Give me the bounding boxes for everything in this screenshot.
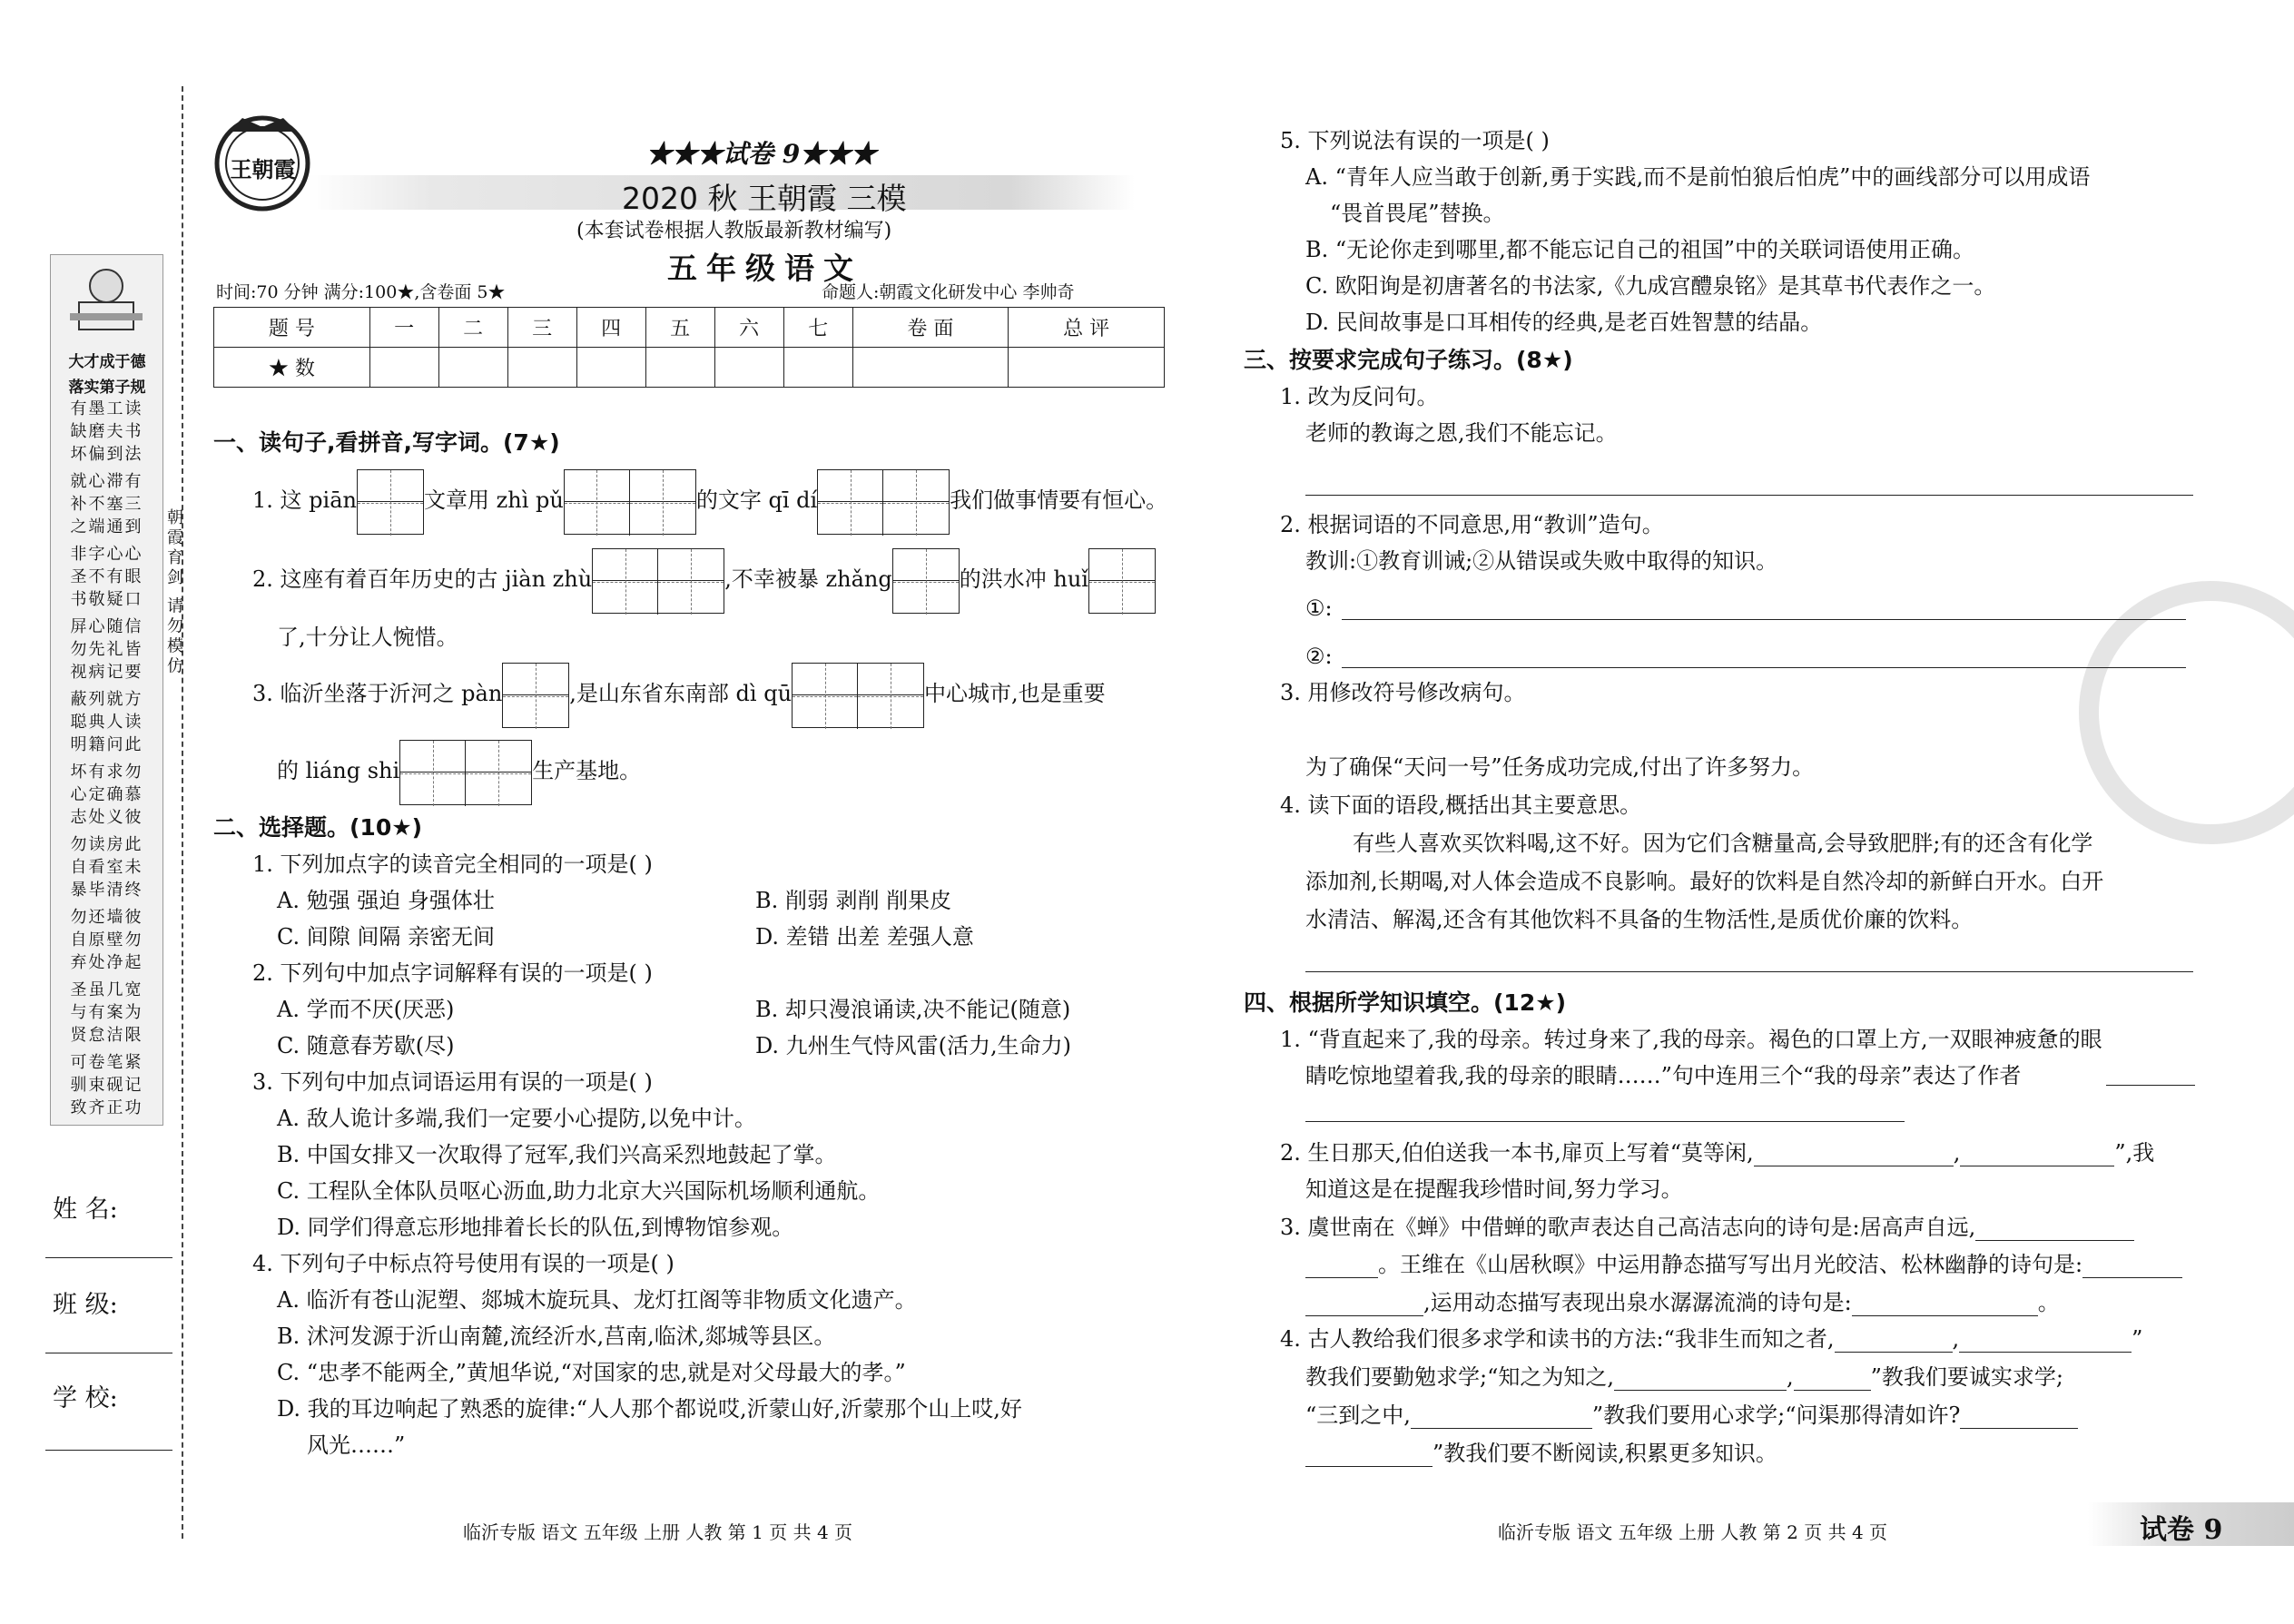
score-header-cell: 六 xyxy=(714,308,783,348)
score-header-cell: 二 xyxy=(438,308,507,348)
s4-q4-blank2[interactable] xyxy=(1959,1333,2132,1353)
score-row-label: ★ 数 xyxy=(214,348,370,388)
choice3-c[interactable]: C. 工程队全体队员呕心沥血,助力北京大兴国际机场顺利通航。 xyxy=(277,1178,881,1204)
poem-block xyxy=(54,543,159,611)
choice2-b[interactable]: B. 却只漫浪诵读,决不能记(随意) xyxy=(755,997,1071,1022)
name-field[interactable] xyxy=(45,1257,172,1258)
answer-grid[interactable] xyxy=(892,548,960,614)
score-header-cell: 三 xyxy=(507,308,576,348)
s4-q3-blank4[interactable] xyxy=(1305,1296,1423,1316)
poem-block xyxy=(54,833,159,901)
choice5-d[interactable]: D. 民间故事是口耳相传的经典,是老百姓智慧的结晶。 xyxy=(1305,310,1823,335)
poem-block xyxy=(54,615,159,684)
logo: 王朝霞 xyxy=(211,109,315,213)
choice4-b[interactable]: B. 沭河发源于沂山南麓,流经沂水,莒南,临沭,郯城等县区。 xyxy=(277,1324,836,1349)
score-header-cell: 四 xyxy=(576,308,645,348)
exam-number: ★★★试卷 9★★★ xyxy=(646,139,877,169)
poem-line: 自看室未 xyxy=(70,858,143,877)
score-cell[interactable] xyxy=(369,348,438,388)
q3-cont: 的 liáng shi 生产基地。 xyxy=(277,738,641,805)
poem-block xyxy=(54,979,159,1047)
answer-grid[interactable] xyxy=(592,548,724,614)
choice1-stem: 1. 下列加点字的读音完全相同的一项是( ) xyxy=(252,851,653,877)
choice5-a[interactable]: A. “青年人应当敢于创新,勇于实践,而不是前怕狼后怕虎”中的画线部分可以用成语 xyxy=(1305,164,2091,190)
sidebar-slogan: 大才成于德 落实第子规 xyxy=(68,353,146,397)
score-header-cell: 卷 面 xyxy=(852,308,1009,348)
school-field[interactable] xyxy=(45,1450,172,1451)
score-header-label: 题 号 xyxy=(214,308,370,348)
left-footer: 临沂专版 语文 五年级 上册 人教 第 1 页 共 4 页 xyxy=(463,1521,853,1543)
right-footer: 临沂专版 语文 五年级 上册 人教 第 2 页 共 4 页 xyxy=(1498,1521,1888,1543)
answer-grid[interactable] xyxy=(792,663,924,728)
choice5-c[interactable]: C. 欧阳询是初唐著名的书法家,《九成宫醴泉铭》是其草书代表作之一。 xyxy=(1305,273,1996,299)
choice4-d[interactable]: D. 我的耳边响起了熟悉的旋律:“人人那个都说哎,沂蒙山好,沂蒙那个山上哎,好 xyxy=(277,1396,1022,1422)
choice1-a[interactable]: A. 勉强 强迫 身强体壮 xyxy=(277,888,495,913)
choice4-d-cont: 风光……” xyxy=(307,1432,406,1458)
poem-line: 坏有求勿 xyxy=(70,763,143,782)
answer-grid[interactable] xyxy=(357,469,424,535)
poem-block xyxy=(54,761,159,829)
poem-block xyxy=(54,906,159,974)
s4-q3-blank5[interactable] xyxy=(1852,1296,2038,1316)
choice1-b[interactable]: B. 削弱 剥削 削果皮 xyxy=(755,888,952,913)
s4-q4c: “三到之中, ”教我们要用心求学;“问渠那得清如许? xyxy=(1305,1402,2078,1429)
s4-q4d: ”教我们要不断阅读,积累更多知识。 xyxy=(1305,1440,1777,1467)
author-info: 命题人:朝霞文化研发中心 李帅奇 xyxy=(822,282,1075,302)
choice5-b[interactable]: B. “无论你走到哪里,都不能忘记自己的祖国”中的关联词语使用正确。 xyxy=(1305,237,1975,262)
poem-line: 弃处净起 xyxy=(70,953,143,972)
s4-q2: 2. 生日那天,伯伯送我一本书,扉页上写着“莫等闲, , ”,我 xyxy=(1280,1140,2155,1166)
poem-line: 勿还墙彼 xyxy=(70,908,143,927)
score-cell[interactable] xyxy=(1009,348,1165,388)
s4-q3b: 。王维在《山居秋暝》中运用静态描写写出月光皎洁、松林幽静的诗句是: xyxy=(1305,1251,2182,1278)
sidebar-mascot xyxy=(56,259,156,345)
s4-q3-blank1[interactable] xyxy=(1975,1221,2134,1241)
poem-line: 缺磨夫书 xyxy=(70,422,143,441)
s4-q2-blank2[interactable] xyxy=(1960,1147,2114,1166)
poem-block xyxy=(54,470,159,538)
score-header-cell: 总 评 xyxy=(1009,308,1165,348)
poem-line: 圣虽几宽 xyxy=(70,980,143,999)
name-label: 姓 名: xyxy=(53,1196,118,1224)
s3-q3: 3. 用修改符号修改病句。 xyxy=(1280,680,1526,705)
poem-line: 坏偏到法 xyxy=(70,445,143,464)
answer-grid[interactable] xyxy=(502,663,569,728)
poem-line: 蔽列就方 xyxy=(70,690,143,709)
score-cell[interactable] xyxy=(852,348,1009,388)
answer-grid[interactable] xyxy=(817,469,950,535)
s4-q4-blank4[interactable] xyxy=(1794,1371,1871,1391)
poem-line: 非字心心 xyxy=(70,545,143,564)
score-cell[interactable] xyxy=(576,348,645,388)
poem-line: 书敬疑口 xyxy=(70,590,143,609)
school-label: 学 校: xyxy=(53,1384,118,1412)
choice4-stem: 4. 下列句子中标点符号使用有误的一项是( ) xyxy=(252,1251,674,1276)
s3-q4: 4. 读下面的语段,概括出其主要意思。 xyxy=(1280,792,1642,818)
s4-q3a: 3. 虞世南在《蝉》中借蝉的歌声表达自己高洁志向的诗句是:居高声自远, xyxy=(1280,1214,2134,1241)
poem-line: 明籍问此 xyxy=(70,735,143,754)
s3-q2-a: ①: xyxy=(1305,595,1333,621)
s3-q2-b: ②: xyxy=(1305,644,1333,669)
choice4-c[interactable]: C. “忠孝不能两全,”黄旭华说,“对国家的忠,就是对父母最大的孝。” xyxy=(277,1360,906,1385)
class-label: 班 级: xyxy=(53,1291,118,1319)
score-header-cell: 一 xyxy=(369,308,438,348)
choice5-a-cont: “畏首畏尾”替换。 xyxy=(1330,201,1505,226)
poem-line: 勿读房此 xyxy=(70,835,143,854)
poem-line: 视病记要 xyxy=(70,663,143,682)
answer-grid[interactable] xyxy=(1088,548,1156,614)
s4-q3-blank2[interactable] xyxy=(1305,1258,1378,1278)
poem-line: 之端通到 xyxy=(70,517,143,536)
poem-line: 自原壁勿 xyxy=(70,930,143,950)
score-cell[interactable] xyxy=(714,348,783,388)
time-info: 时间:70 分钟 满分:100★,含卷面 5★ xyxy=(216,282,506,302)
s3-q1-text: 老师的教诲之恩,我们不能忘记。 xyxy=(1305,420,1618,446)
score-table xyxy=(213,307,1165,388)
choice5-stem: 5. 下列说法有误的一项是( ) xyxy=(1280,128,1550,153)
choice1-c[interactable]: C. 间隙 间隔 亲密无间 xyxy=(277,924,496,950)
score-cell[interactable] xyxy=(645,348,714,388)
choice3-stem: 3. 下列句中加点词语运用有误的一项是( ) xyxy=(252,1069,653,1095)
s4-q1a: 1. “背直起来了,我的母亲。转过身来了,我的母亲。褐色的口罩上方,一双眼神疲惫的眼 xyxy=(1280,1027,2102,1052)
poem-line: 驯束砚记 xyxy=(70,1076,143,1095)
grade-title: 五年级语文 xyxy=(667,251,862,286)
score-cell[interactable] xyxy=(783,348,852,388)
s3-q2-a-answer[interactable] xyxy=(1342,619,2186,620)
choice3-b[interactable]: B. 中国女排又一次取得了冠军,我们兴高采烈地鼓起了掌。 xyxy=(277,1142,837,1167)
s3-q1-answer[interactable] xyxy=(1305,495,2193,496)
score-cell[interactable] xyxy=(438,348,507,388)
score-cell[interactable] xyxy=(507,348,576,388)
s3-q1: 1. 改为反问句。 xyxy=(1280,384,1439,409)
s4-q4-blank7[interactable] xyxy=(1305,1447,1433,1467)
s4-q1-blank2[interactable] xyxy=(1305,1121,1905,1122)
s3-q4-p1: 有些人喜欢买饮料喝,这不好。因为它们含糖量高,会导致肥胖;有的还含有化学 xyxy=(1353,831,2093,856)
section4-title: 四、根据所学知识填空。(12★) xyxy=(1244,989,1567,1016)
s4-q1-blank1[interactable] xyxy=(2106,1085,2195,1086)
poem-line: 与有案为 xyxy=(70,1003,143,1022)
poem-line: 聪典人读 xyxy=(70,713,143,732)
poem-line: 屏心随信 xyxy=(70,617,143,636)
poem-line: 圣不有眼 xyxy=(70,567,143,586)
s4-q3c: ,运用动态描写表现出泉水潺潺流淌的诗句是: 。 xyxy=(1305,1289,2060,1316)
s4-q4-blank3[interactable] xyxy=(1614,1371,1787,1391)
choice2-a[interactable]: A. 学而不厌(厌恶) xyxy=(277,997,455,1022)
q2-cont: 了,十分让人惋惜。 xyxy=(277,625,458,650)
s3-q3-text: 为了确保“天问一号”任务成功完成,付出了许多努力。 xyxy=(1305,754,1815,780)
main-title: 2020 秋 王朝霞 三模 xyxy=(622,181,907,216)
s4-q1b: 睛吃惊地望着我,我的母亲的眼睛……”句中连用三个“我的母亲”表达了作者 xyxy=(1305,1063,2022,1088)
poem-line: 心定确慕 xyxy=(70,785,143,804)
s4-q4-blank1[interactable] xyxy=(1835,1333,1953,1353)
s3-q4-answer[interactable] xyxy=(1305,971,2193,972)
poem-line: 志处义彼 xyxy=(70,808,143,827)
s4-q4-blank6[interactable] xyxy=(1960,1409,2078,1429)
s3-q4-p2: 添加剂,长期喝,对人体会造成不良影响。最好的饮料是自然冷却的新鲜白开水。白开 xyxy=(1305,869,2104,894)
s4-q4a: 4. 古人教给我们很多求学和读书的方法:“我非生而知之者, , ” xyxy=(1280,1326,2143,1352)
poem-line: 可卷笔紧 xyxy=(70,1053,143,1072)
poem-line: 就心滞有 xyxy=(70,472,143,491)
answer-grid[interactable] xyxy=(399,740,532,805)
answer-grid[interactable] xyxy=(564,469,696,535)
s3-q4-p3: 水清洁、解渴,还含有其他饮料不具备的生物活性,是质优价廉的饮料。 xyxy=(1305,907,1974,932)
poem-line: 致齐正功 xyxy=(70,1098,143,1117)
poem-line: 贤怠洁限 xyxy=(70,1026,143,1045)
s4-q3-blank3[interactable] xyxy=(2082,1258,2182,1278)
s4-q4-blank5[interactable] xyxy=(1411,1409,1592,1429)
choice2-c[interactable]: C. 随意春芳歇(尽) xyxy=(277,1033,455,1058)
watermark-seal xyxy=(2079,581,2294,844)
choice2-d[interactable]: D. 九州生气恃风雷(活力,生命力) xyxy=(755,1033,1071,1058)
q2-line: 2. 这座有着百年历史的古 jiàn zhù ,不幸被暴 zhǎng 的洪水冲 huǐ xyxy=(252,546,1156,614)
s4-q2-cont: 知道这是在提醒我珍惜时间,努力学习。 xyxy=(1305,1176,1683,1202)
s3-q2: 2. 根据词语的不同意思,用“教训”造句。 xyxy=(1280,512,1664,537)
subtitle: (本套试卷根据人教版最新教材编写) xyxy=(576,220,892,242)
section2-title: 二、选择题。(10★) xyxy=(213,814,423,841)
choice2-stem: 2. 下列句中加点字词解释有误的一项是( ) xyxy=(252,960,653,986)
section1-title: 一、读句子,看拼音,写字词。(7★) xyxy=(213,429,560,456)
sidebar-poem xyxy=(54,398,159,1124)
poem-line: 勿先礼皆 xyxy=(70,640,143,659)
poem-line: 补不塞三 xyxy=(70,495,143,514)
poem-line: 有墨工读 xyxy=(70,399,143,418)
choice4-a[interactable]: A. 临沂有苍山泥塑、郯城木旋玩具、龙灯扛阁等非物质文化遗产。 xyxy=(277,1287,917,1313)
poem-line: 暴毕清终 xyxy=(70,881,143,900)
section3-title: 三、按要求完成句子练习。(8★) xyxy=(1244,347,1573,373)
vertical-mark: 朝霞育剑 请勿模仿 xyxy=(164,508,183,677)
corner-label: 试卷 9 xyxy=(2140,1514,2223,1546)
s3-q2-b-answer[interactable] xyxy=(1342,667,2186,668)
score-header-cell: 七 xyxy=(783,308,852,348)
score-header-cell: 五 xyxy=(645,308,714,348)
binding-line xyxy=(182,86,183,1539)
choice3-a[interactable]: A. 敌人诡计多端,我们一定要小心提防,以免中计。 xyxy=(277,1106,756,1131)
s3-q2-text: 教训:①教育训诫;②从错误或失败中取得的知识。 xyxy=(1305,548,1778,574)
poem-block xyxy=(54,398,159,466)
poem-block xyxy=(54,1051,159,1119)
s4-q2-blank1[interactable] xyxy=(1754,1147,1954,1166)
poem-block xyxy=(54,688,159,756)
choice3-d[interactable]: D. 同学们得意忘形地排着长长的队伍,到博物馆参观。 xyxy=(277,1215,794,1240)
s4-q4b: 教我们要勤勉求学;“知之为知之, , ”教我们要诚实求学; xyxy=(1305,1364,2063,1390)
choice1-d[interactable]: D. 差错 出差 差强人意 xyxy=(755,924,974,950)
q3-line: 3. 临沂坐落于沂河之 pàn ,是山东省东南部 dì qū 中心城市,也是重要 xyxy=(252,661,1106,728)
q1-line: 1. 这 piān 文章用 zhì pǔ 的文字 qī dí 我们做事情要有恒心。 xyxy=(252,468,1167,535)
